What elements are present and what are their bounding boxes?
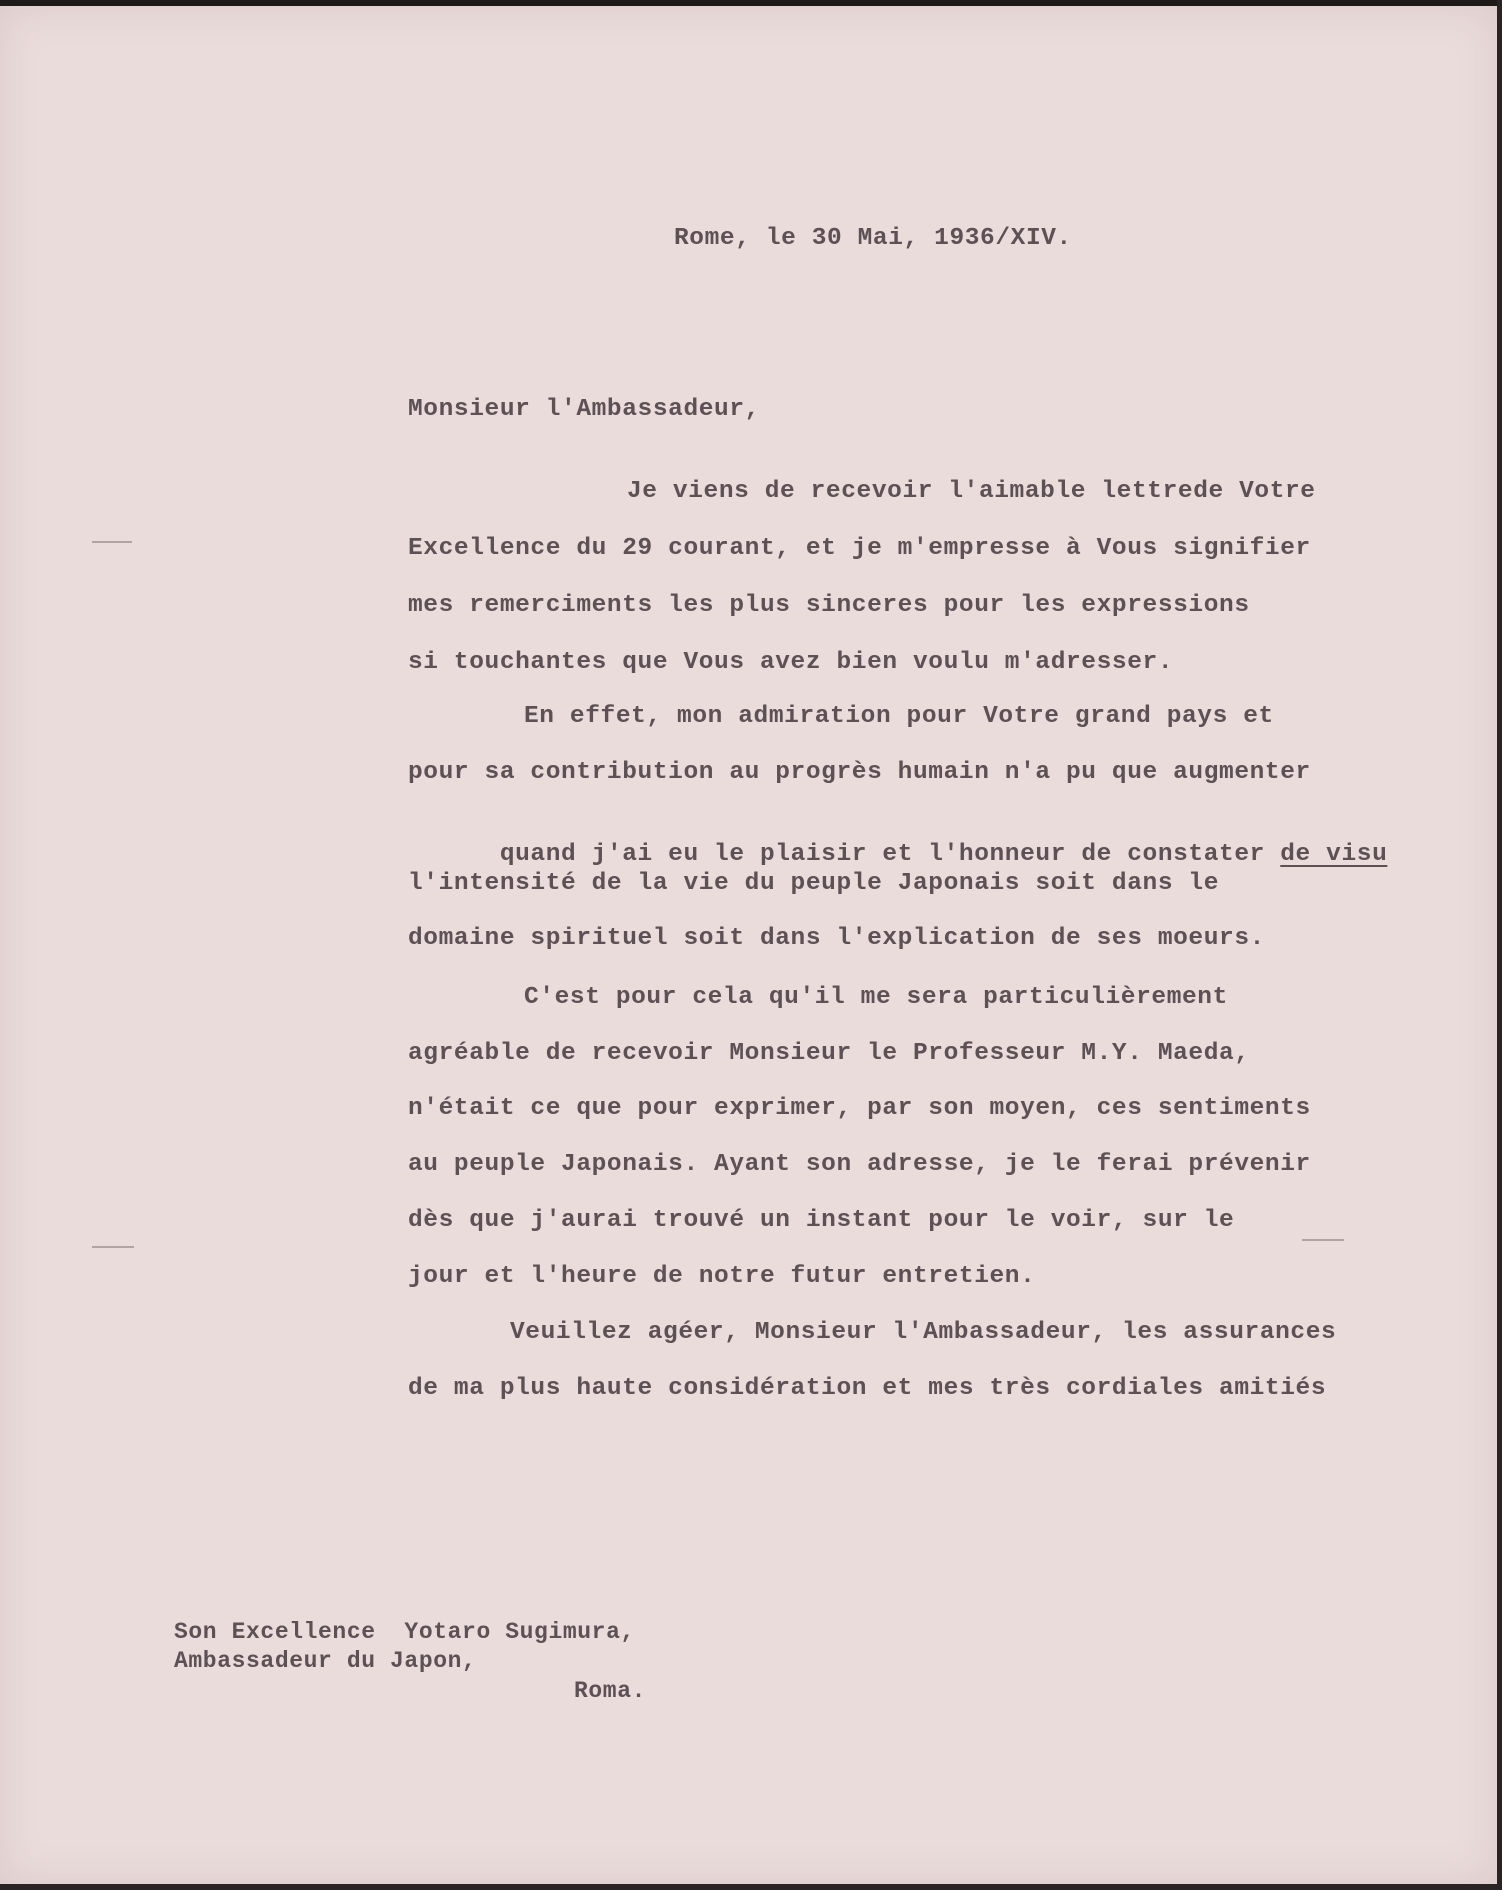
paragraph-1-line-4: si touchantes que Vous avez bien voulu m'adresser. bbox=[408, 649, 1174, 676]
scan-edge-bottom bbox=[0, 1884, 1502, 1890]
paragraph-2-line-5: domaine spirituel soit dans l'explication de ses moeurs. bbox=[408, 925, 1265, 952]
margin-mark-lower bbox=[92, 1246, 134, 1248]
paragraph-3-line-5: dès que j'aurai trouvé un instant pour le voir, sur le bbox=[408, 1207, 1235, 1234]
paragraph-4-line-1: Veuillez agéer, Monsieur l'Ambassadeur, les assurances bbox=[510, 1319, 1337, 1346]
paragraph-3-line-1: C'est pour cela qu'il me sera particulièrement bbox=[524, 984, 1228, 1011]
underlined-de-visu: de visu bbox=[1280, 841, 1388, 868]
salutation: Monsieur l'Ambassadeur, bbox=[408, 396, 760, 423]
right-margin-mark bbox=[1302, 1239, 1344, 1241]
margin-mark-upper bbox=[92, 541, 132, 543]
letter-page bbox=[0, 6, 1497, 1884]
dateline: Rome, le 30 Mai, 1936/XIV. bbox=[674, 225, 1072, 252]
scan-edge-right bbox=[1497, 0, 1502, 1890]
paragraph-1-line-2: Excellence du 29 courant, et je m'empresse à Vous signifier bbox=[408, 535, 1311, 562]
paragraph-2-line-3-text: quand j'ai eu le plaisir et l'honneur de constater bbox=[499, 841, 1281, 868]
paragraph-2-line-4: l'intensité de la vie du peuple Japonais soit dans le bbox=[408, 870, 1220, 897]
paragraph-1-line-1: Je viens de recevoir l'aimable lettrede Votre bbox=[627, 478, 1316, 505]
paragraph-3-line-4: au peuple Japonais. Ayant son adresse, je le ferai prévenir bbox=[408, 1151, 1311, 1178]
paragraph-2-line-2: pour sa contribution au progrès humain n'a pu que augmenter bbox=[408, 759, 1311, 786]
paragraph-2-line-1: En effet, mon admiration pour Votre grand pays et bbox=[524, 703, 1274, 730]
paragraph-3-line-6: jour et l'heure de notre futur entretien. bbox=[408, 1263, 1036, 1290]
recipient-line-3: Roma. bbox=[574, 1678, 647, 1704]
paragraph-3-line-3: n'était ce que pour exprimer, par son moyen, ces sentiments bbox=[408, 1095, 1311, 1122]
recipient-line-1: Son Excellence Yotaro Sugimura, bbox=[174, 1619, 635, 1645]
paragraph-3-line-2: agréable de recevoir Monsieur le Professeur M.Y. Maeda, bbox=[408, 1040, 1250, 1067]
paragraph-1-line-3: mes remerciments les plus sinceres pour les expressions bbox=[408, 592, 1250, 619]
recipient-line-2: Ambassadeur du Japon, bbox=[174, 1648, 477, 1674]
paragraph-4-line-2: de ma plus haute considération et mes très cordiales amitiés bbox=[408, 1375, 1327, 1402]
